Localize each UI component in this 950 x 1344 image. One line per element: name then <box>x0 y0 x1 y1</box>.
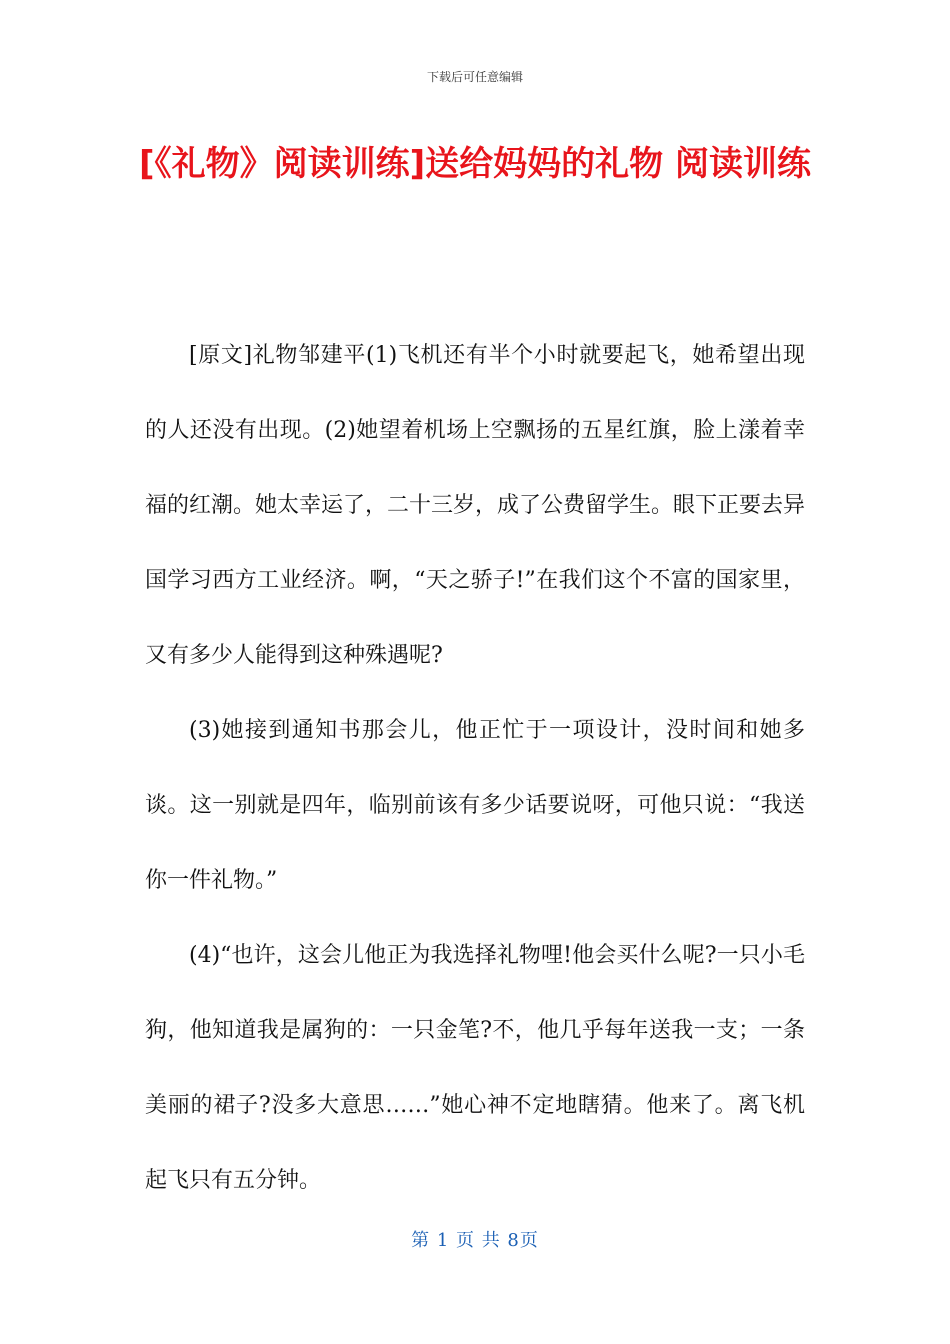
page-number-footer: 第 1 页 共 8页 <box>411 1230 539 1251</box>
paragraph-2: (3)她接到通知书那会儿，他正忙于一项设计，没时间和她多谈。这一别就是四年，临别前该有多少话要说呀，可他只说：“我送你一件礼物。” <box>145 718 805 893</box>
paragraph-1: [原文]礼物邹建平(1)飞机还有半个小时就要起飞，她希望出现的人还没有出现。(2)她望着机场上空飘扬的五星红旗，脸上漾着幸福的红潮。她太幸运了，二十三岁，成了公费留学生。眼下正要去异国学习西方工业经济。啊，“天之骄子!”在我们这个不富的国家里，又有多少人能得到这种殊遇呢? <box>145 343 806 668</box>
paragraph-3: (4)“也许，这会儿他正为我选择礼物哩!他会买什么呢?一只小毛狗，他知道我是属狗的：一只金笔?不，他几乎每年送我一支；一条美丽的裙子?没多大意思……”她心神不定地瞎猜。他来了。离飞机起飞只有五分钟。 <box>145 943 805 1193</box>
article-body <box>145 318 805 1218</box>
document-title: [《礼物》阅读训练]送给妈妈的礼物 阅读训练 <box>139 144 811 184</box>
download-note: 下载后可任意编辑 <box>426 70 523 84</box>
